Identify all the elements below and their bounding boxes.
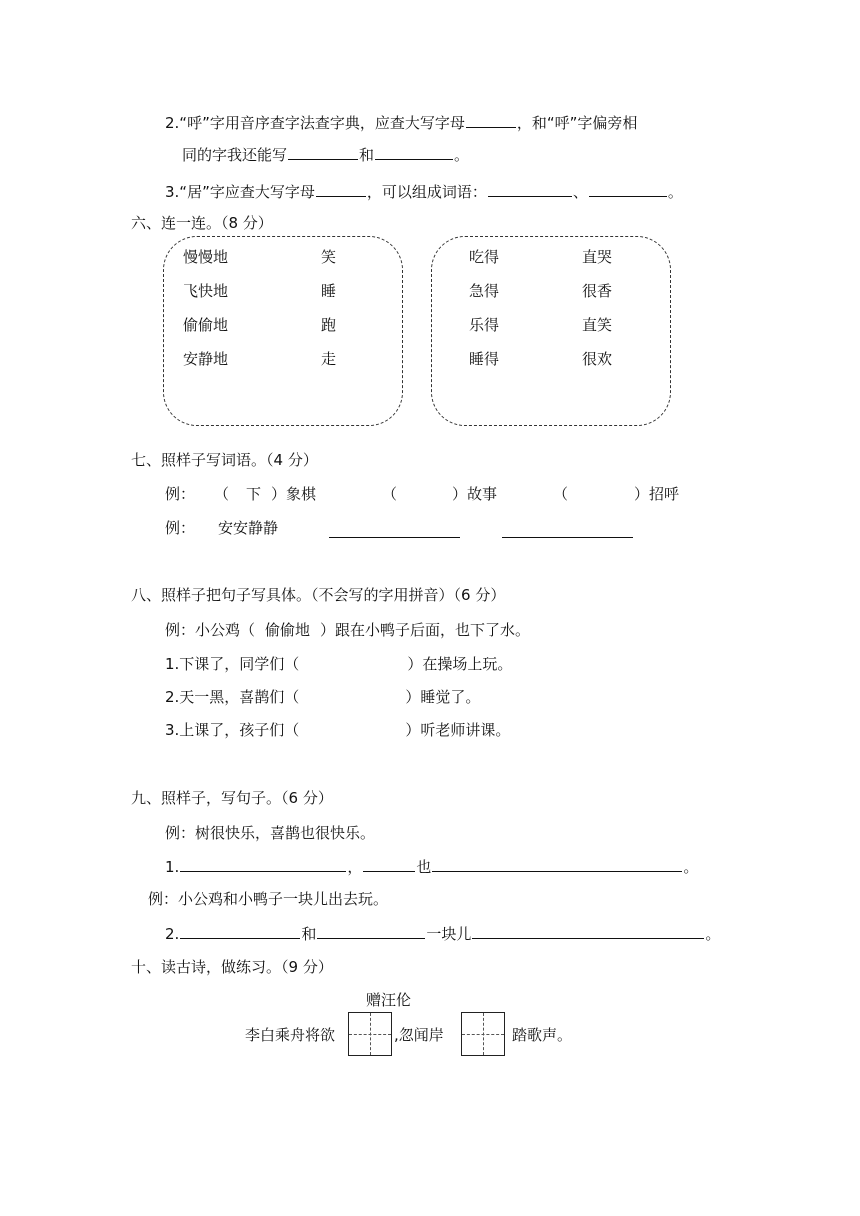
answer-blank[interactable] (180, 924, 300, 939)
q6-title: 六、连一连。（8 分） (131, 214, 273, 232)
q7-title: 七、照样子写词语。（4 分） (131, 451, 318, 469)
tianzige-box-2[interactable] (461, 1012, 505, 1056)
match-item[interactable]: 慢慢地 (183, 248, 229, 266)
match-item[interactable]: 急得 (469, 282, 500, 300)
word: ）故事 (452, 485, 498, 503)
q5-item2-line1: 2.“呼”字用音序查字法查字典，应查大写字母 ，和“呼”字偏旁相 (165, 114, 638, 132)
answer-blank[interactable] (180, 857, 346, 872)
match-item[interactable]: 很欢 (582, 350, 613, 368)
q6-right-box (431, 236, 671, 426)
q9-example-2: 例：小公鸡和小鸭子一块儿出去玩。 (148, 890, 389, 908)
answer-line[interactable] (502, 537, 633, 538)
q8-example: 例：小公鸡（ 偷偷地 ）跟在小鸭子后面，也下了水。 (165, 621, 531, 639)
q9-title: 九、照样子，写句子。（6 分） (131, 789, 333, 807)
match-item[interactable]: 很香 (582, 282, 613, 300)
poem-title: 赠汪伦 (366, 991, 412, 1009)
answer-blank[interactable] (316, 182, 366, 197)
match-item[interactable]: 直笑 (582, 316, 613, 334)
tianzige-box-1[interactable] (348, 1012, 392, 1056)
paren: （ (553, 485, 569, 503)
match-item[interactable]: 安静地 (183, 350, 229, 368)
match-item[interactable]: 吃得 (469, 248, 500, 266)
q10-title: 十、读古诗，做练习。（9 分） (131, 958, 333, 976)
answer-blank[interactable] (589, 182, 667, 197)
answer-blank[interactable] (572, 486, 630, 502)
answer-blank[interactable] (317, 924, 425, 939)
poem-text-3: 踏歌声。 (512, 1026, 573, 1044)
answer-blank[interactable] (398, 486, 448, 502)
match-item[interactable]: 乐得 (469, 316, 500, 334)
word: ）象棋 (271, 485, 317, 503)
q7-label: 例： (165, 485, 196, 503)
q9-item-1: 1. ， 也 。 (165, 858, 699, 876)
match-item[interactable]: 直哭 (582, 248, 613, 266)
q5-item3: 3.“居”字应查大写字母 ，可以组成词语： 、 。 (165, 183, 683, 201)
word: ）招呼 (634, 485, 680, 503)
paren: （ (382, 485, 398, 503)
poem-text-2: ,忽闻岸 (394, 1026, 444, 1044)
paren: （ (214, 485, 230, 503)
q9-item-2: 2. 和 一块儿 。 (165, 925, 721, 943)
answer-blank[interactable] (363, 857, 415, 872)
q8-item-1: 1.下课了，同学们（ ）在操场上玩。 (165, 655, 513, 673)
q9-example-1: 例：树很快乐，喜鹊也很快乐。 (165, 824, 376, 842)
q8-item-3: 3.上课了，孩子们（ ）听老师讲课。 (165, 721, 511, 739)
match-item[interactable]: 走 (321, 350, 337, 368)
match-item[interactable]: 飞快地 (183, 282, 229, 300)
example-word: 安安静静 (218, 519, 279, 537)
answer-blank[interactable] (432, 857, 682, 872)
answer-blank[interactable] (375, 145, 453, 160)
match-item[interactable]: 偷偷地 (183, 316, 229, 334)
q5-item2-line2: 同的字我还能写 和 。 (182, 146, 470, 164)
match-item[interactable]: 睡得 (469, 350, 500, 368)
example-answer: 下 (246, 485, 262, 503)
q8-title: 八、照样子把句子写具体。（不会写的字用拼音）（6 分） (131, 586, 506, 604)
match-item[interactable]: 跑 (321, 316, 337, 334)
match-item[interactable]: 笑 (321, 248, 337, 266)
answer-blank[interactable] (288, 145, 358, 160)
answer-blank[interactable] (466, 113, 516, 128)
answer-blank[interactable] (488, 182, 572, 197)
match-item[interactable]: 睡 (321, 282, 337, 300)
q8-item-2: 2.天一黑，喜鹊们（ ）睡觉了。 (165, 688, 481, 706)
poem-text-1: 李白乘舟将欲 (245, 1026, 336, 1044)
answer-blank[interactable] (472, 924, 704, 939)
q7-label: 例： (165, 519, 196, 537)
answer-line[interactable] (329, 537, 460, 538)
